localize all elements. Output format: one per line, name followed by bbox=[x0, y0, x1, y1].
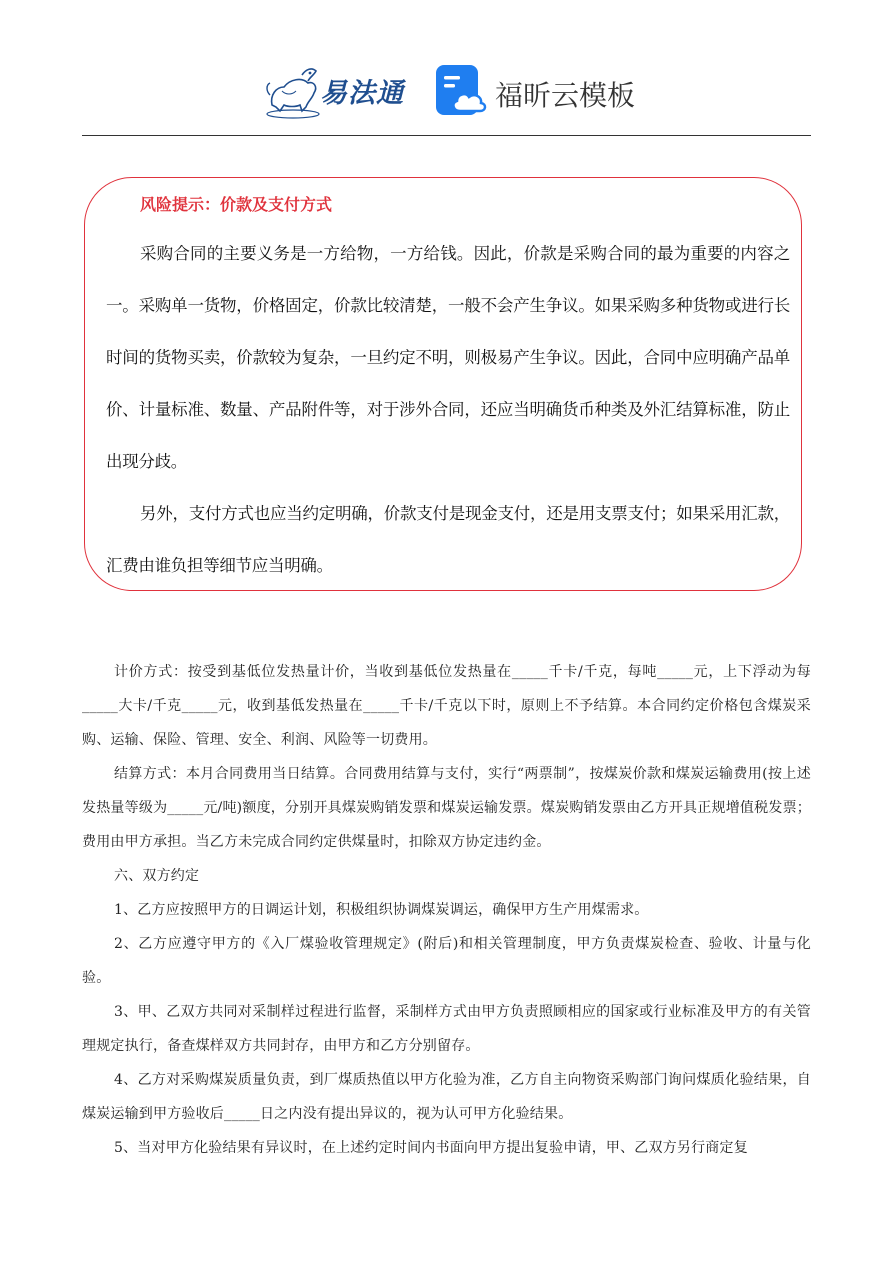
risk-notice-title: 风险提示：价款及支付方式 bbox=[140, 195, 333, 214]
qilin-mascot-icon bbox=[262, 61, 324, 121]
fuxin-logo-text: 福昕云模板 bbox=[495, 79, 636, 112]
clause-paragraph: 5、当对甲方化验结果有异议时，在上述约定时间内书面向甲方提出复验申请，甲、乙双方另行商定复 bbox=[114, 1140, 748, 1156]
yifatong-logo bbox=[262, 61, 412, 121]
yifatong-logo-text: 易法通 bbox=[320, 78, 404, 109]
clause-paragraph: 2、乙方应遵守甲方的《入厂煤验收管理规定》(附后)和相关管理制度，甲方负责煤炭检查、验收、计量与化验。 bbox=[82, 936, 811, 986]
header-divider bbox=[82, 135, 811, 136]
fuxin-logo bbox=[436, 63, 636, 119]
cloud-document-icon bbox=[436, 65, 488, 117]
risk-notice-paragraph: 采购合同的主要义务是一方给物，一方给钱。因此，价款是采购合同的最为重要的内容之一。采购单一货物，价格固定，价款比较清楚，一般不会产生争议。如果采购多种货物或进行长时间的货物买卖，价款较为复杂，一旦约定不明，则极易产生争议。因此，合同中应明确产品单价、计量标准、数量、产品附件等，对于涉外合同，还应当明确货币种类及外汇结算标准，防止出现分歧。 bbox=[106, 244, 790, 471]
clause-paragraph: 3、甲、乙双方共同对采制样过程进行监督，采制样方式由甲方负责照顾相应的国家或行业标准及甲方的有关管理规定执行，备查煤样双方共同封存，由甲方和乙方分别留存。 bbox=[82, 1004, 811, 1054]
settlement-method-paragraph: 结算方式：本月合同费用当日结算。合同费用结算与支付，实行“两票制”，按煤炭价款和煤炭运输费用(按上述发热量等级为_____元/吨)额度，分别开具煤炭购销发票和煤炭运输发票。煤炭购销发票由乙方开具正规增值税发票；费用由甲方承担。当乙方未完成合同约定供煤量时，扣除双方协定违约金。 bbox=[82, 766, 811, 850]
contract-body bbox=[82, 655, 811, 1165]
clause-paragraph: 4、乙方对采购煤炭质量负责，到厂煤质热值以甲方化验为准，乙方自主向物资采购部门询问煤质化验结果，自煤炭运输到甲方验收后_____日之内没有提出异议的，视为认可甲方化验结果。 bbox=[82, 1072, 811, 1122]
clause-paragraph: 1、乙方应按照甲方的日调运计划，积极组织协调煤炭调运，确保甲方生产用煤需求。 bbox=[114, 902, 649, 918]
pricing-method-paragraph: 计价方式：按受到基低位发热量计价，当收到基低位发热量在_____千卡/千克，每吨_____元，上下浮动为每_____大卡/千克_____元，收到基低发热量在_____千卡/千克以下时，原则上不予结算。本合同约定价格包含煤炭采购、运输、保险、管理、安全、利润、风险等一切费用。 bbox=[82, 664, 811, 748]
risk-notice-paragraph: 另外，支付方式也应当约定明确，价款支付是现金支付，还是用支票支付；如果采用汇款，汇费由谁负担等细节应当明确。 bbox=[106, 504, 790, 575]
section-heading: 六、双方约定 bbox=[114, 868, 200, 884]
page-header bbox=[0, 55, 893, 130]
